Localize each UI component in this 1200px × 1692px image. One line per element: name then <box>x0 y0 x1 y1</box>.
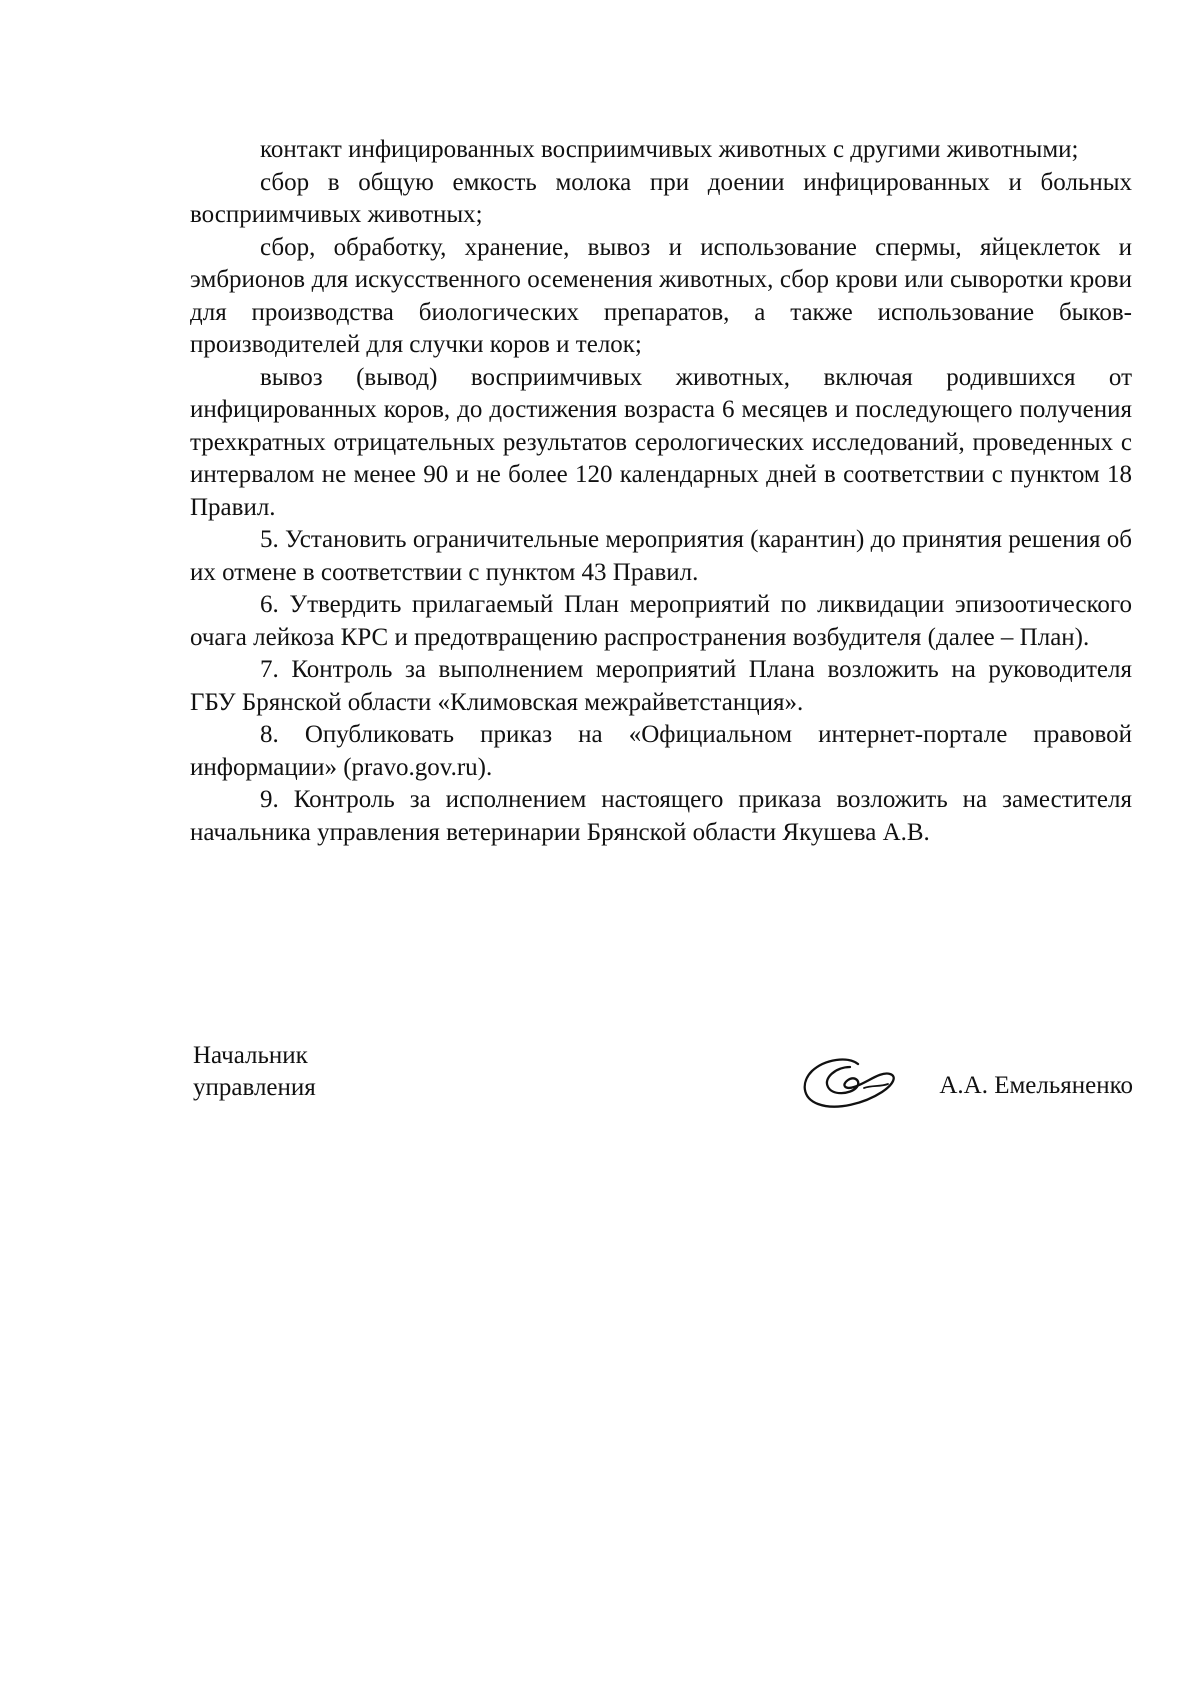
signature-block <box>193 1040 1133 1120</box>
signer-position-line-1: Начальник <box>193 1042 308 1069</box>
paragraph-milk-collection: сбор в общую емкость молока при доении инфицированных и больных восприимчивых животных; <box>190 168 1132 228</box>
document-body <box>190 134 1132 849</box>
paragraph-animal-removal: вывоз (вывод) восприимчивых животных, включая родившихся от инфицированных коров, до достижения возраста 6 месяцев и последующего получения трехкратных отрицательных результатов серологических исследований, проведенных с интервалом не менее 90 и не более 120 календарных дней в соответствии с пунктом 18 Правил. <box>190 363 1132 521</box>
paragraph-item-6-plan: 6. Утвердить прилагаемый План мероприятий по ликвидации эпизоотического очага лейкоза КРС и предотвращению распространения возбудителя (далее – План). <box>190 591 1132 651</box>
signer-name: А.А. Емельяненко <box>939 1072 1133 1099</box>
paragraph-item-8-publish: 8. Опубликовать приказ на «Официальном интернет-портале правовой информации» (pravo.gov.ru). <box>190 721 1132 781</box>
handwritten-signature-icon <box>800 1053 900 1109</box>
paragraph-sperm-embryo-handling: сбор, обработку, хранение, вывоз и использование спермы, яйцеклеток и эмбрионов для искусственного осеменения животных, сбор крови или сыворотки крови для производства биологических препаратов, а также использование быков-производителей для случки коров и телок; <box>190 233 1132 358</box>
paragraph-item-5-quarantine: 5. Установить ограничительные мероприятия (карантин) до принятия решения об их отмене в соответствии с пунктом 43 Правил. <box>190 526 1132 586</box>
signer-position <box>193 1040 493 1104</box>
paragraph-item-9-oversight: 9. Контроль за исполнением настоящего приказа возложить на заместителя начальника управления ветеринарии Брянской области Якушева А.В. <box>190 786 1132 846</box>
signer-position-line-2: управления <box>193 1074 316 1101</box>
paragraph-item-7-control: 7. Контроль за выполнением мероприятий Плана возложить на руководителя ГБУ Брянской области «Климовская межрайветстанция». <box>190 656 1132 716</box>
paragraph-contact-restriction: контакт инфицированных восприимчивых животных с другими животными; <box>260 136 1079 163</box>
